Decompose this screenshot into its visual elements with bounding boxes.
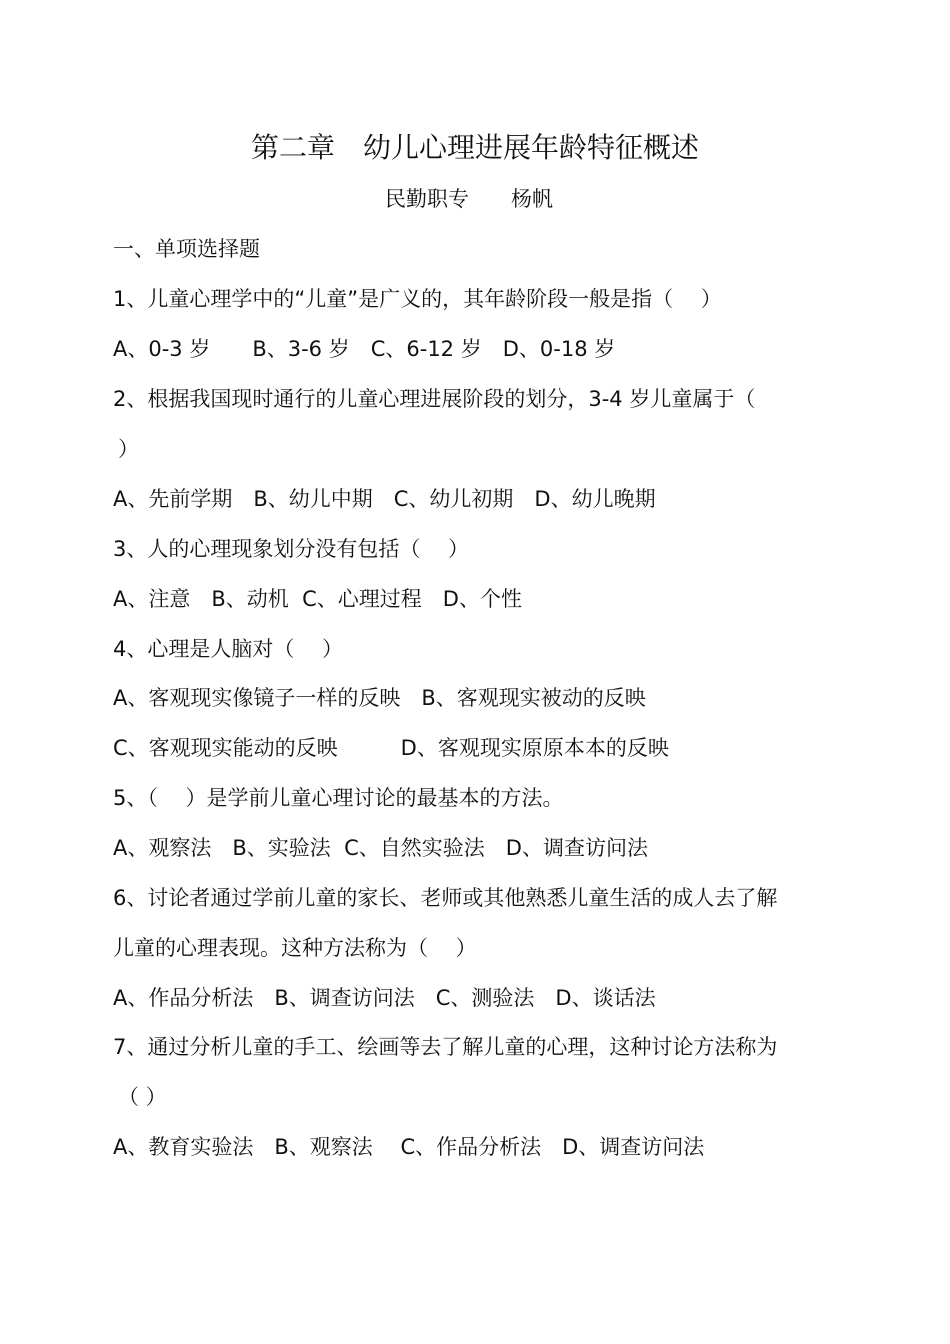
- question-2: 2、根据我国现时通行的儿童心理进展阶段的划分，3-4 岁儿童属于（: [113, 387, 756, 411]
- question-6-continuation: 儿童的心理表现。这种方法称为（ ）: [113, 936, 477, 960]
- question-6-options: A、作品分析法 B、调查访问法 C、测验法 D、谈话法: [113, 986, 656, 1010]
- question-5-options: A、观察法 B、实验法 C、自然实验法 D、调查访问法: [113, 836, 648, 860]
- question-2-continuation: ）: [118, 437, 139, 461]
- document-title: 第二章 幼儿心理进展年龄特征概述: [250, 131, 699, 164]
- question-7-options: A、教育实验法 B、观察法 C、作品分析法 D、调查访问法: [113, 1135, 705, 1159]
- question-1-options: A、0-3 岁 B、3-6 岁 C、6-12 岁 D、0-18 岁: [113, 337, 616, 361]
- question-4-options-cd: C、客观现实能动的反映 D、客观现实原原本本的反映: [113, 736, 669, 760]
- question-4: 4、心理是人脑对（ ）: [113, 637, 344, 661]
- question-5: 5、（ ）是学前儿童心理讨论的最基本的方法。: [113, 786, 564, 810]
- question-7: 7、通过分析儿童的手工、绘画等去了解儿童的心理，这种讨论方法称为: [113, 1035, 778, 1059]
- question-3-options: A、注意 B、动机 C、心理过程 D、个性: [113, 587, 522, 611]
- question-2-options: A、先前学期 B、幼儿中期 C、幼儿初期 D、幼儿晚期: [113, 487, 656, 511]
- question-7-continuation: （ ）: [118, 1085, 167, 1109]
- section-heading: 一、单项选择题: [113, 237, 260, 261]
- question-6: 6、讨论者通过学前儿童的家长、老师或其他熟悉儿童生活的成人去了解: [113, 886, 778, 910]
- question-3: 3、人的心理现象划分没有包括（ ）: [113, 537, 470, 561]
- question-1: 1、儿童心理学中的“儿童”是广义的，其年龄阶段一般是指（ ）: [113, 287, 722, 311]
- document-author: 民勤职专 杨帆: [385, 187, 553, 211]
- question-4-options-ab: A、客观现实像镜子一样的反映 B、客观现实被动的反映: [113, 686, 646, 710]
